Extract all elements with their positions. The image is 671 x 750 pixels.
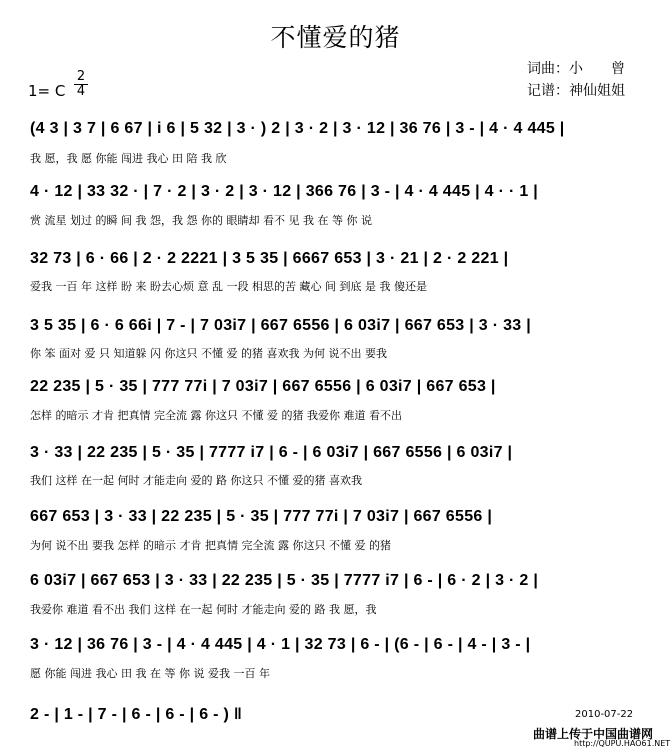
lyrics-music-credit: 词曲：小 曾 xyxy=(527,61,625,77)
time-signature xyxy=(74,70,88,99)
key-signature: 1= C xyxy=(28,82,66,100)
site-watermark: 曲谱上传于中国曲谱网 xyxy=(533,727,654,741)
notation-row-9: 3 · 12 | 36 76 | 3 - | 4 · 4 445 | 4 · 1 | 32 73 | 6 - | (6 - | 6 - | 4 - | 3 - | xyxy=(30,636,531,653)
song-title: 不懂爱的猪 xyxy=(270,23,401,52)
lyric-row-3: 爱我 一百 年 这样 盼 来 盼去心烦 意 乱 一段 相思的苦 藏心 间 到底 是 我 傻还是 xyxy=(30,280,427,293)
lyric-row-9: 愿 你能 闯进 我心 田 我 在 等 你 说 爱我 一百 年 xyxy=(30,667,270,680)
notation-row-4: 3 5 35 | 6 · 6 66i | 7 - | 7 03i7 | 667 6556 | 6 03i7 | 667 653 | 3 · 33 | xyxy=(30,317,532,334)
lyric-row-7: 为何 说不出 要我 怎样 的暗示 才肯 把真情 完全流 露 你这只 不懂 爱 的猪 xyxy=(30,539,391,552)
lyric-row-4: 你 笨 面对 爱 只 知道躲 闪 你这只 不懂 爱 的猪 喜欢我 为何 说不出 要我 xyxy=(30,347,387,360)
notation-row-6: 3 · 33 | 22 235 | 5 · 35 | 7777 i7 | 6 - | 6 03i7 | 667 6556 | 6 03i7 | xyxy=(30,444,513,461)
lyric-row-2: 赏 流星 划过 的瞬 间 我 怨，我 怨 你的 眼睛却 看不 见 我 在 等 你 说 xyxy=(30,214,372,227)
lyric-row-5: 怎样 的暗示 才肯 把真情 完全流 露 你这只 不懂 爱 的猪 我爱你 难道 看不出 xyxy=(30,409,402,422)
notation-row-1: (4 3 | 3 7 | 6 67 | i 6 | 5 32 | 3 · ) 2 | 3 · 2 | 3 · 12 | 36 76 | 3 - | 4 · 4 445 | xyxy=(30,120,565,137)
upload-date: 2010-07-22 xyxy=(575,709,634,720)
meter-top: 2 xyxy=(76,69,86,84)
notation-row-10: 2 - | 1 - | 7 - | 6 - | 6 - | 6 - ) ‖ xyxy=(30,706,243,723)
lyric-row-8: 我爱你 难道 看不出 我们 这样 在一起 何时 才能走向 爱的 路 我 愿，我 xyxy=(30,603,377,616)
notation-row-3: 32 73 | 6 · 66 | 2 · 2 2221 | 3 5 35 | 6667 653 | 3 · 21 | 2 · 2 221 | xyxy=(30,250,509,267)
notation-row-8: 6 03i7 | 667 653 | 3 · 33 | 22 235 | 5 · 35 | 7777 i7 | 6 - | 6 · 2 | 3 · 2 | xyxy=(30,572,539,589)
notation-row-2: 4 · 12 | 33 32 · | 7 · 2 | 3 · 2 | 3 · 12 | 366 76 | 3 - | 4 · 4 445 | 4 · · 1 | xyxy=(30,183,539,200)
notation-row-7: 667 653 | 3 · 33 | 22 235 | 5 · 35 | 777 77i | 7 03i7 | 667 6556 | xyxy=(30,508,493,525)
lyric-row-6: 我们 这样 在一起 何时 才能走向 爱的 路 你这只 不懂 爱的猪 喜欢我 xyxy=(30,474,362,487)
transcriber-credit: 记谱：神仙姐姐 xyxy=(527,83,625,99)
notation-row-5: 22 235 | 5 · 35 | 777 77i | 7 03i7 | 667 6556 | 6 03i7 | 667 653 | xyxy=(30,378,496,395)
site-url: http://QUPU.HAO61.NET xyxy=(574,739,671,748)
lyric-row-1: 我 愿，我 愿 你能 闯进 我心 田 陪 我 欣 xyxy=(30,152,227,165)
meter-bottom: 4 xyxy=(74,84,88,99)
